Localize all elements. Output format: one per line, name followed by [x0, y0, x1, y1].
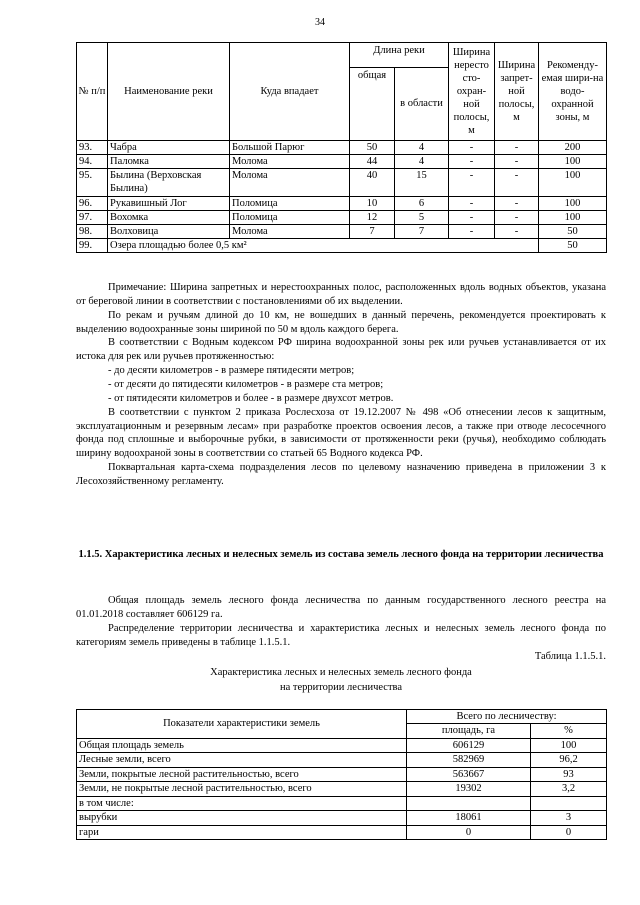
cell-name: Рукавишный Лог	[108, 196, 230, 210]
cell-spawning-width: -	[449, 155, 495, 169]
table-caption-line2: на территории лесничества	[279, 682, 403, 693]
table-row	[77, 796, 607, 810]
cell-length-total: 40	[350, 169, 395, 196]
cell-length-region: 7	[395, 224, 449, 238]
table-row	[77, 753, 607, 767]
cell-percent: 93	[531, 767, 607, 781]
cell-recommended-width: 100	[539, 155, 607, 169]
cell-name: Вохомка	[108, 210, 230, 224]
rivers-table	[76, 42, 607, 253]
cell-spawning-width: -	[449, 210, 495, 224]
cell-restricted-width: -	[495, 141, 539, 155]
cell-length-region: 5	[395, 210, 449, 224]
cell-length-total: 12	[350, 210, 395, 224]
table-row	[77, 224, 607, 238]
table-row	[77, 238, 607, 252]
cell-num: 95.	[77, 169, 108, 196]
cell-indicator: Общая площадь земель	[77, 738, 407, 752]
header-spawning-width: Ширина нересто сто-охран-ной полосы, м	[449, 43, 495, 141]
cell-restricted-width: -	[495, 210, 539, 224]
cell-indicator: Земли, не покрытые лесной растительностью, всего	[77, 782, 407, 796]
cell-area: 563667	[407, 767, 531, 781]
table-row	[77, 782, 607, 796]
cell-name: Волховица	[108, 224, 230, 238]
list-item: - от пятидесяти километров и более - в размере двухсот метров.	[108, 392, 394, 404]
cell-num: 98.	[77, 224, 108, 238]
cell-indicator: вырубки	[77, 811, 407, 825]
table-row	[77, 169, 607, 196]
paragraph: Поквартальная карта-схема подразделения лесов по целевому назначению приведена в приложении 3 к Лесохозяйственному регламенту.	[76, 462, 606, 488]
cell-flows-into: Большой Парюг	[230, 141, 350, 155]
cell-area: 18061	[407, 811, 531, 825]
cell-percent: 96,2	[531, 753, 607, 767]
cell-length-total: 7	[350, 224, 395, 238]
cell-percent: 3,2	[531, 782, 607, 796]
cell-num: 97.	[77, 210, 108, 224]
header-indicator: Показатели характеристики земель	[77, 710, 407, 739]
header-flows-into: Куда впадает	[230, 43, 350, 141]
cell-recommended-width: 100	[539, 169, 607, 196]
cell-area	[407, 796, 531, 810]
header-length: Длина реки	[350, 43, 449, 68]
cell-recommended-width: 50	[539, 238, 607, 252]
section-text	[76, 594, 606, 649]
cell-spawning-width: -	[449, 141, 495, 155]
cell-flows-into: Молома	[230, 224, 350, 238]
cell-flows-into: Молома	[230, 169, 350, 196]
cell-length-total: 44	[350, 155, 395, 169]
list-item: - от десяти до пятидесяти километров - в размере ста метров;	[108, 379, 384, 391]
cell-indicator: Лесные земли, всего	[77, 753, 407, 767]
cell-restricted-width: -	[495, 196, 539, 210]
cell-num: 93.	[77, 141, 108, 155]
cell-spawning-width: -	[449, 169, 495, 196]
header-name: Наименование реки	[108, 43, 230, 141]
cell-indicator: в том числе:	[77, 796, 407, 810]
header-length-total: общая	[350, 68, 395, 141]
table-caption: Характеристика лесных и нелесных земель лесного фонда	[210, 667, 472, 678]
header-restricted-width: Ширина запрет-ной полосы, м	[495, 43, 539, 141]
paragraph: Распределение территории лесничества и характеристика лесных и нелесных земель лесного фонда по категориям земель приведены в таблице 1.1.5.1.	[76, 622, 606, 648]
cell-restricted-width: -	[495, 169, 539, 196]
table-number: Таблица 1.1.5.1.	[534, 651, 606, 662]
paragraph: Примечание: Ширина запретных и нерестоохранных полос, расположенных вдоль водных объектов, указана от береговой линии в соответствии с постановлениями об их выделении.	[76, 282, 606, 307]
cell-area: 582969	[407, 753, 531, 767]
list-item: - до десяти километров - в размере пятидесяти метров;	[108, 365, 355, 377]
cell-length-region: 4	[395, 141, 449, 155]
cell-restricted-width: -	[495, 224, 539, 238]
cell-name: Паломка	[108, 155, 230, 169]
header-percent: %	[531, 724, 607, 738]
cell-restricted-width: -	[495, 155, 539, 169]
cell-num: 99.	[77, 238, 108, 252]
header-recommended-width: Рекоменду-емая шири-на водо-охранной зоны, м	[539, 43, 607, 141]
cell-indicator: гари	[77, 825, 407, 839]
cell-length-total: 10	[350, 196, 395, 210]
cell-recommended-width: 50	[539, 224, 607, 238]
cell-area: 0	[407, 825, 531, 839]
cell-flows-into: Поломица	[230, 196, 350, 210]
cell-spawning-width: -	[449, 196, 495, 210]
cell-name: Чабра	[108, 141, 230, 155]
cell-length-region: 4	[395, 155, 449, 169]
cell-recommended-width: 200	[539, 141, 607, 155]
paragraph: В соответствии с пунктом 2 приказа Рослесхоза от 19.12.2007 № 498 «Об отнесении лесов к защитным, эксплуатационным и резервным лесам» при разработке проектов освоения лесов, а также при отводе лесосечного фонда под сплошные и выборочные рубки, в зависимости от протяженности реки (ручья), необходимо соблюдать ширину водоохраной зоны в соответствии со статьей 65 Водного кодекса РФ.	[76, 406, 606, 460]
table-row	[77, 196, 607, 210]
table-row	[77, 141, 607, 155]
table-row	[77, 767, 607, 781]
cell-percent	[531, 796, 607, 810]
section-heading: 1.1.5. Характеристика лесных и нелесных земель из состава земель лесного фонда на территории лесничества	[78, 549, 604, 560]
cell-percent: 100	[531, 738, 607, 752]
page-number: 34	[315, 17, 325, 28]
cell-area: 606129	[407, 738, 531, 752]
cell-percent: 3	[531, 811, 607, 825]
lands-table	[76, 709, 607, 840]
table-row	[77, 825, 607, 839]
cell-area: 19302	[407, 782, 531, 796]
cell-num: 94.	[77, 155, 108, 169]
cell-recommended-width: 100	[539, 210, 607, 224]
table-row	[77, 738, 607, 752]
header-area: площадь, га	[407, 724, 531, 738]
cell-name: Былина (Верховская Былина)	[108, 169, 230, 196]
notes-block	[76, 281, 606, 489]
paragraph: По рекам и ручьям длиной до 10 км, не вошедших в данный перечень, рекомендуется проектировать к выделению водоохранные зоны шириной по 50 м вдоль каждого берега.	[76, 309, 606, 335]
cell-spawning-width: -	[449, 224, 495, 238]
table-row	[77, 155, 607, 169]
header-total: Всего по лесничеству:	[407, 710, 607, 724]
cell-indicator: Земли, покрытые лесной растительностью, всего	[77, 767, 407, 781]
cell-length-region: 6	[395, 196, 449, 210]
cell-percent: 0	[531, 825, 607, 839]
cell-num: 96.	[77, 196, 108, 210]
table-row	[77, 210, 607, 224]
cell-flows-into: Молома	[230, 155, 350, 169]
header-num: № п/п	[77, 43, 108, 141]
cell-flows-into: Поломица	[230, 210, 350, 224]
header-length-region: в области	[395, 68, 449, 141]
cell-length-total: 50	[350, 141, 395, 155]
table-row	[77, 811, 607, 825]
cell-lakes-label: Озера площадью более 0,5 км²	[108, 238, 539, 252]
cell-recommended-width: 100	[539, 196, 607, 210]
cell-length-region: 15	[395, 169, 449, 196]
paragraph: В соответствии с Водным кодексом РФ ширина водоохранной зоны рек или ручьев устанавливается от их истока для рек или ручьев протяженностью:	[76, 337, 606, 363]
paragraph: Общая площадь земель лесного фонда лесничества по данным государственного лесного реестра на 01.01.2018 составляет 606129 га.	[76, 595, 606, 620]
